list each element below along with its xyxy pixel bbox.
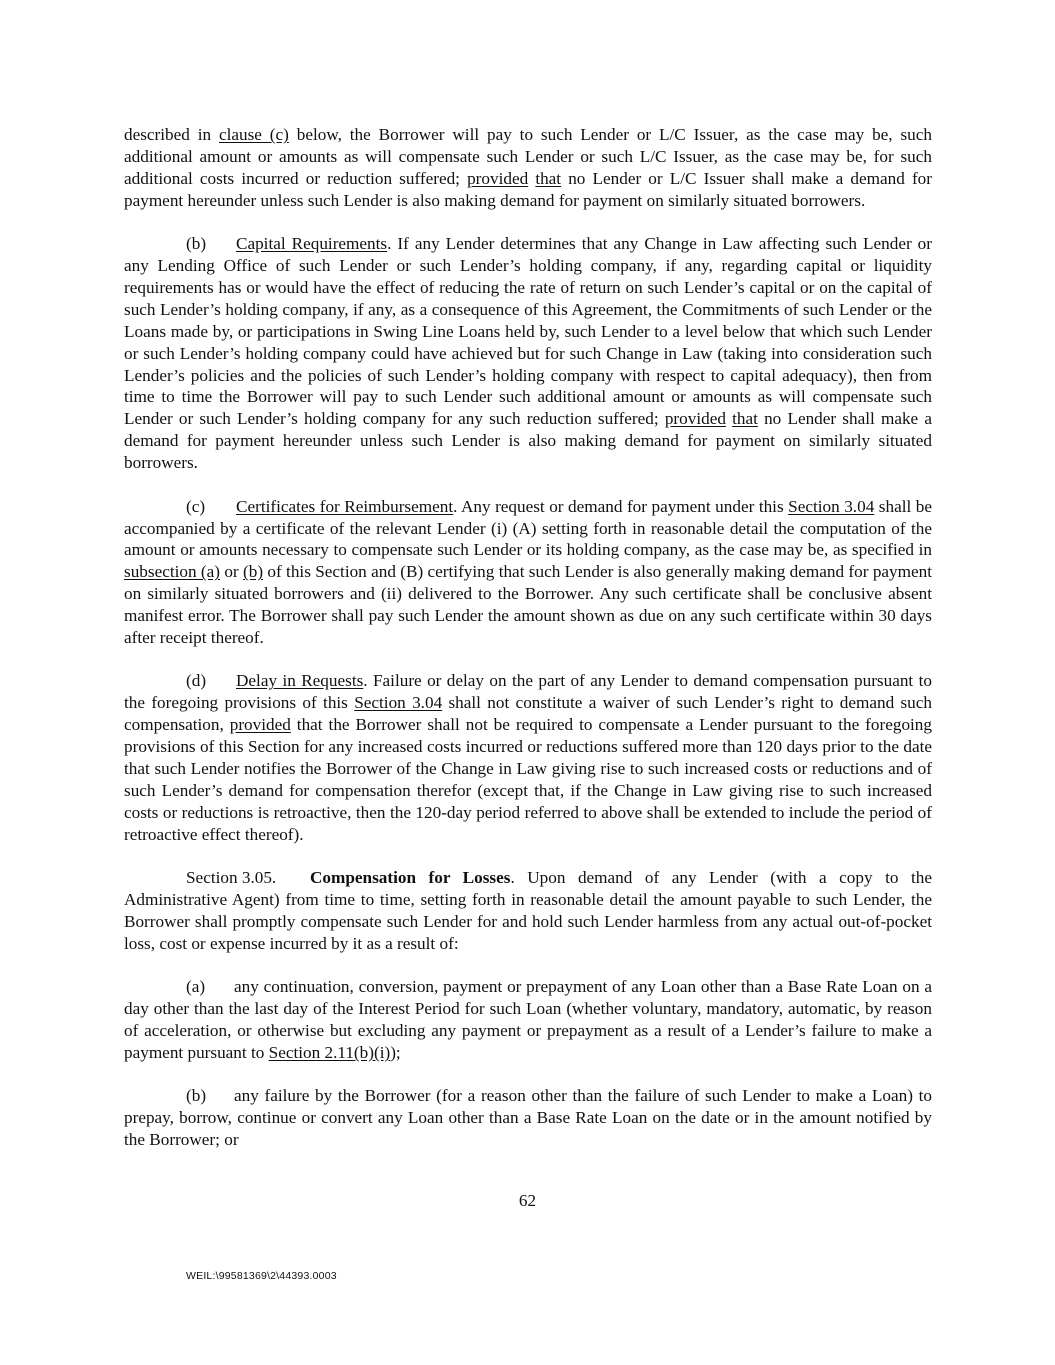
page-number: 62 (518, 1191, 537, 1210)
clause-label: (a) (186, 977, 206, 997)
section-reference: Section 3.04 (788, 496, 875, 516)
provided-term: provided (229, 715, 291, 735)
that-term: that (732, 409, 758, 429)
document-body (124, 124, 932, 1173)
that-term: that (535, 168, 562, 188)
paragraph-item-b: (b) any failure by the Borrower (for a reason other than the failure of such Lender to make a Loan) to prepay, borrow, continue or convert any Loan other than a Base Rate Loan on the date or in the amount notified by the Borrower; or (124, 1086, 932, 1150)
paragraph-delay-in-requests: (d) Delay in Requests. Failure or delay on the part of any Lender to demand compensation pursuant to the foregoing provisions of this Section 3.04 shall not constitute a waiver of such Lender’s right to demand such compensation, provided that the Borrower shall not be required to compensate a Lender pursuant to the foregoing provisions of this Section for any increased costs incurred or reductions suffered more than 120 days prior to the date that such Lender notifies the Borrower of the Change in Law giving rise to such increased costs or reductions and of such Lender’s demand for compensation therefor (except that, if the Change in Law giving rise to such increased costs or reductions is retroactive, then the 120-day period referred to above shall be extended to include the period of retroactive effect thereof). (124, 671, 933, 844)
provided-term: provided (467, 168, 529, 188)
clause-heading: Certificates for Reimbursement (236, 496, 454, 516)
paragraph-continuation: described in clause (c) below, the Borrower will pay to such Lender or L/C Issuer, as the case may be, such additional amount or amounts as will compensate such Lender or such L/C Issuer, as the case may be, for such additional costs incurred or reduction suffered; provided that no Lender or L/C Issuer shall make a demand for payment hereunder unless such Lender is also making demand for payment on similarly situated borrowers. (124, 125, 932, 210)
provided-term: provided (664, 409, 726, 429)
clause-heading: Delay in Requests (236, 671, 364, 691)
section-reference: Section 3.04 (354, 693, 443, 713)
document-id: WEIL:\99581369\2\44393.0003 (186, 1270, 337, 1282)
paragraph-capital-requirements: (b) Capital Requirements. If any Lender determines that any Change in Law affecting such Lender or any Lending Office of such Lender or such Lender’s holding company, if any, regarding capital or liquidity requirements has or would have the effect of reducing the rate of return on such Lender’s capital or on the capital of such Lender’s holding company, if any, as a consequence of this Agreement, the Commitments of such Lender or the Loans made by, or participations in Swing Line Loans held by, such Lender to a level below that which such Lender or such Lender’s holding company could have achieved but for such Change in Law (taking into consideration such Lender’s policies and the policies of such Lender’s holding company with respect to capital adequacy), then from time to time the Borrower will pay to such Lender such additional amount or amounts as will compensate such Lender or such Lender’s holding company for any such reduction suffered; provided that no Lender shall make a demand for payment hereunder unless such Lender is also making demand for payment on similarly situated borrowers. (124, 234, 932, 473)
subsection-b-reference: (b) (243, 562, 264, 582)
paragraph-item-a: (a) any continuation, conversion, payment or prepayment of any Loan other than a Base Rate Loan on a day other than the last day of the Interest Period for such Loan (whether voluntary, mandatory, automatic, by reason of acceleration, or otherwise but excluding any payment or prepayment as a result of a Lender’s failure to make a payment pursuant to Section 2.11(b)(i)); (124, 977, 932, 1063)
section-title: Compensation for Losses (310, 868, 511, 888)
clause-label: (d) (186, 671, 207, 691)
clause-c-reference: clause (c) (218, 125, 289, 144)
section-number: Section 3.05. (186, 868, 277, 888)
clause-label: (b) (186, 234, 207, 254)
clause-label: (b) (186, 1086, 207, 1106)
section-reference: Section 2.11(b)(i) (268, 1043, 391, 1063)
paragraph-certificates: (c) Certificates for Reimbursement. Any request or demand for payment under this Section 3.04 shall be accompanied by a certificate of the relevant Lender (i) (A) setting forth in reasonable detail the computation of the amount or amounts necessary to compensate such Lender or its holding company, as the case may be, as specified in subsection (a) or (b) of this Section and (B) certifying that such Lender is also generally making demand for payment on similarly situated borrowers and (ii) delivered to the Borrower. Any such certificate shall be conclusive absent manifest error. The Borrower shall pay such Lender the amount shown as due on any such certificate within 30 days after receipt thereof. (124, 496, 932, 648)
paragraph-section-3-05: Section 3.05. Compensation for Losses. Upon demand of any Lender (with a copy to the Administrative Agent) from time to time, setting forth in reasonable detail the amount payable to such Lender, the Borrower shall promptly compensate such Lender for and hold such Lender harmless from any actual out-of-pocket loss, cost or expense incurred by it as a result of: (124, 868, 932, 953)
clause-label: (c) (186, 496, 206, 516)
subsection-a-reference: subsection (a) (124, 562, 220, 582)
clause-heading: Capital Requirements (236, 234, 388, 254)
